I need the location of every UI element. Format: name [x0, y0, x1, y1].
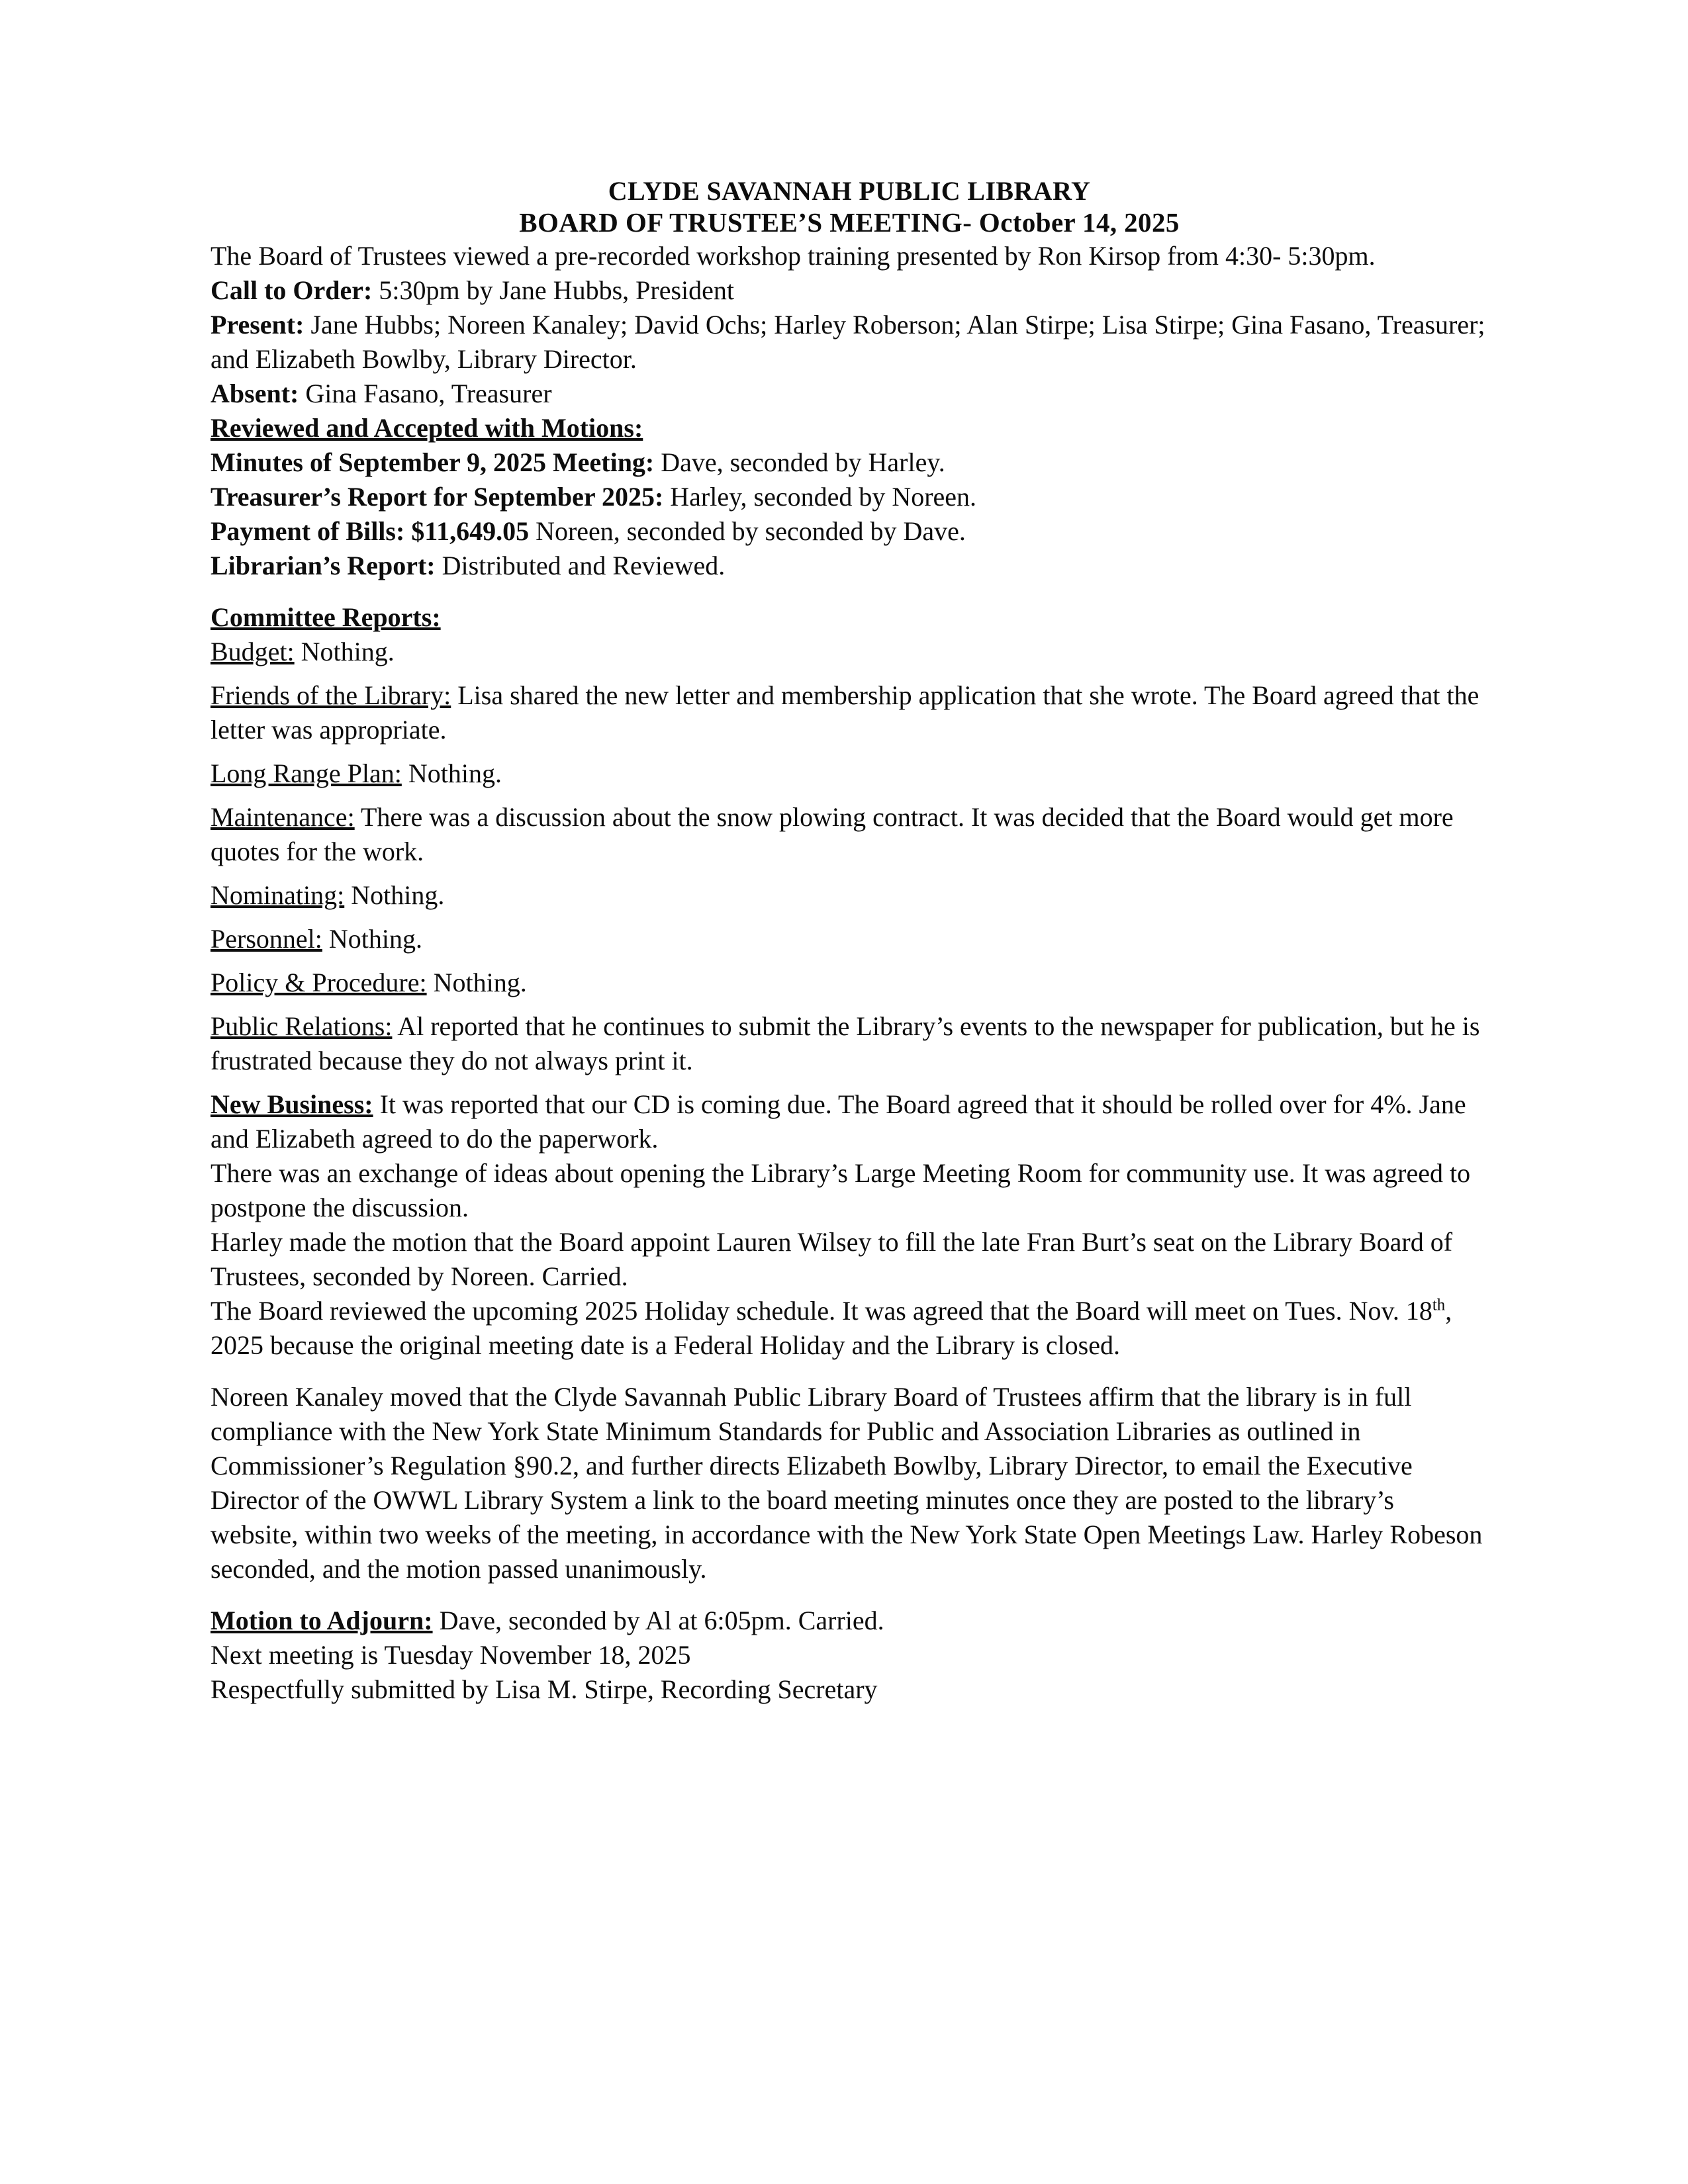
call-to-order-text: 5:30pm by Jane Hubbs, President — [372, 275, 734, 305]
header-line-2: BOARD OF TRUSTEE’S MEETING- October 14, 2025 — [519, 207, 1180, 238]
header-line-1: CLYDE SAVANNAH PUBLIC LIBRARY — [608, 176, 1091, 206]
committee-item-policy-procedure — [211, 966, 1488, 1000]
committee-label-personnel: Personnel: — [211, 923, 322, 954]
committee-item-maintenance — [211, 800, 1488, 869]
spacer — [211, 913, 1488, 922]
new-business-label: New Business: — [211, 1089, 373, 1119]
new-business-text-4-pre: The Board reviewed the upcoming 2025 Holiday schedule. It was agreed that the Board will meet on Tues. Nov. 18 — [211, 1295, 1432, 1326]
spacer-before-committee — [211, 583, 1488, 600]
committee-label-long-range-plan: Long Range Plan: — [211, 758, 402, 788]
spacer — [211, 669, 1488, 678]
committee-item-nominating — [211, 878, 1488, 913]
next-meeting-line: Next meeting is Tuesday November 18, 2025 — [211, 1639, 691, 1670]
intro-paragraph: The Board of Trustees viewed a pre-recorded workshop training presented by Ron Kirsop from 4:30- 5:30pm. — [211, 240, 1376, 271]
payment-of-bills-line — [211, 514, 1488, 549]
committee-text-public-relations: Al reported that he continues to submit the Library’s events to the newspaper for publication, but he is frustrated because they do not always print it. — [211, 1011, 1480, 1075]
spacer — [211, 791, 1488, 800]
reviewed-accepted-heading: Reviewed and Accepted with Motions: — [211, 412, 643, 443]
compliance-motion-paragraph: Noreen Kanaley moved that the Clyde Savannah Public Library Board of Trustees affirm that the library is in full compliance with the New York State Minimum Standards for Public and Association Libraries as outlined in Commissioner’s Regulation §90.2, and further directs Elizabeth Bowlby, Library Director, to email the Executive Director of the OWWL Library System a link to the board meeting minutes once they are posted to the library’s website, within two weeks of the meeting, in accordance with the New York State Open Meetings Law. Harley Robeson seconded, and the motion passed unanimously. — [211, 1381, 1483, 1584]
treasurer-report-text: Harley, seconded by Noreen. — [663, 481, 977, 512]
committee-label-policy-procedure: Policy & Procedure: — [211, 967, 427, 997]
absent-line — [211, 377, 1488, 411]
new-business-paragraph-3: Harley made the motion that the Board appoint Lauren Wilsey to fill the late Fran Burt’s seat on the Library Board of Trustees, seconded by Noreen. Carried. — [211, 1226, 1453, 1291]
treasurer-report-line — [211, 480, 1488, 514]
new-business-paragraph-4 — [211, 1294, 1488, 1363]
present-label: Present: — [211, 309, 305, 340]
motion-to-adjourn-line — [211, 1604, 1488, 1638]
spacer — [211, 1078, 1488, 1087]
librarians-report-text: Distributed and Reviewed. — [435, 550, 726, 580]
call-to-order-label: Call to Order: — [211, 275, 373, 305]
new-business-text-4-post: , 2025 because the original meeting date is a Federal Holiday and the Library is closed. — [211, 1295, 1452, 1360]
spacer — [211, 869, 1488, 878]
minutes-text: Dave, seconded by Harley. — [654, 447, 945, 477]
spacer — [211, 956, 1488, 966]
committee-text-budget: Nothing. — [294, 636, 395, 666]
committee-text-maintenance: There was a discussion about the snow plowing contract. It was decided that the Board would get more quotes for the work. — [211, 801, 1454, 866]
committee-reports-heading: Committee Reports: — [211, 602, 441, 632]
motion-to-adjourn-text: Dave, seconded by Al at 6:05pm. Carried. — [432, 1605, 884, 1635]
document-header — [211, 175, 1488, 239]
committee-label-maintenance: Maintenance: — [211, 801, 355, 832]
minutes-line — [211, 445, 1488, 480]
new-business-paragraph-1 — [211, 1087, 1488, 1156]
committee-label-nominating: Nominating: — [211, 880, 345, 910]
treasurer-report-label: Treasurer’s Report for September 2025: — [211, 481, 664, 512]
committee-label-budget: Budget: — [211, 636, 295, 666]
spacer — [211, 1586, 1488, 1604]
librarians-report-line — [211, 549, 1488, 583]
committee-text-personnel: Nothing. — [322, 923, 422, 954]
payment-of-bills-label: Payment of Bills: $11,649.05 — [211, 516, 530, 546]
committee-text-policy-procedure: Nothing. — [426, 967, 527, 997]
absent-text: Gina Fasano, Treasurer — [299, 378, 552, 408]
committee-text-nominating: Nothing. — [344, 880, 445, 910]
committee-item-long-range-plan — [211, 756, 1488, 791]
spacer — [211, 1363, 1488, 1380]
call-to-order-line — [211, 273, 1488, 308]
present-line — [211, 308, 1488, 377]
absent-label: Absent: — [211, 378, 299, 408]
librarians-report-label: Librarian’s Report: — [211, 550, 436, 580]
committee-text-long-range-plan: Nothing. — [401, 758, 502, 788]
committee-label-friends: Friends of the Library: — [211, 680, 451, 710]
committee-item-friends — [211, 678, 1488, 747]
document-body — [211, 175, 1488, 1707]
payment-of-bills-text: Noreen, seconded by seconded by Dave. — [529, 516, 966, 546]
committee-item-personnel — [211, 922, 1488, 956]
new-business-text-1: It was reported that our CD is coming due. The Board agreed that it should be rolled over for 4%. Jane and Elizabeth agreed to do the paperwork. — [211, 1089, 1466, 1154]
committee-text-friends: Lisa shared the new letter and membership application that she wrote. The Board agreed that the letter was appropriate. — [211, 680, 1479, 745]
present-text: Jane Hubbs; Noreen Kanaley; David Ochs; Harley Roberson; Alan Stirpe; Lisa Stirpe; Gina Fasano, Treasurer; and Elizabeth Bowlby, Library Director. — [211, 309, 1485, 374]
committee-label-public-relations: Public Relations: — [211, 1011, 393, 1041]
spacer — [211, 747, 1488, 756]
minutes-label: Minutes of September 9, 2025 Meeting: — [211, 447, 655, 477]
motion-to-adjourn-label: Motion to Adjourn: — [211, 1605, 433, 1635]
new-business-paragraph-2: There was an exchange of ideas about opening the Library’s Large Meeting Room for community use. It was agreed to postpone the discussion. — [211, 1158, 1471, 1222]
ordinal-suffix: th — [1432, 1296, 1446, 1314]
committee-item-budget — [211, 635, 1488, 669]
spacer — [211, 1000, 1488, 1009]
submitted-by-line: Respectfully submitted by Lisa M. Stirpe, Recording Secretary — [211, 1674, 878, 1704]
committee-item-public-relations — [211, 1009, 1488, 1078]
